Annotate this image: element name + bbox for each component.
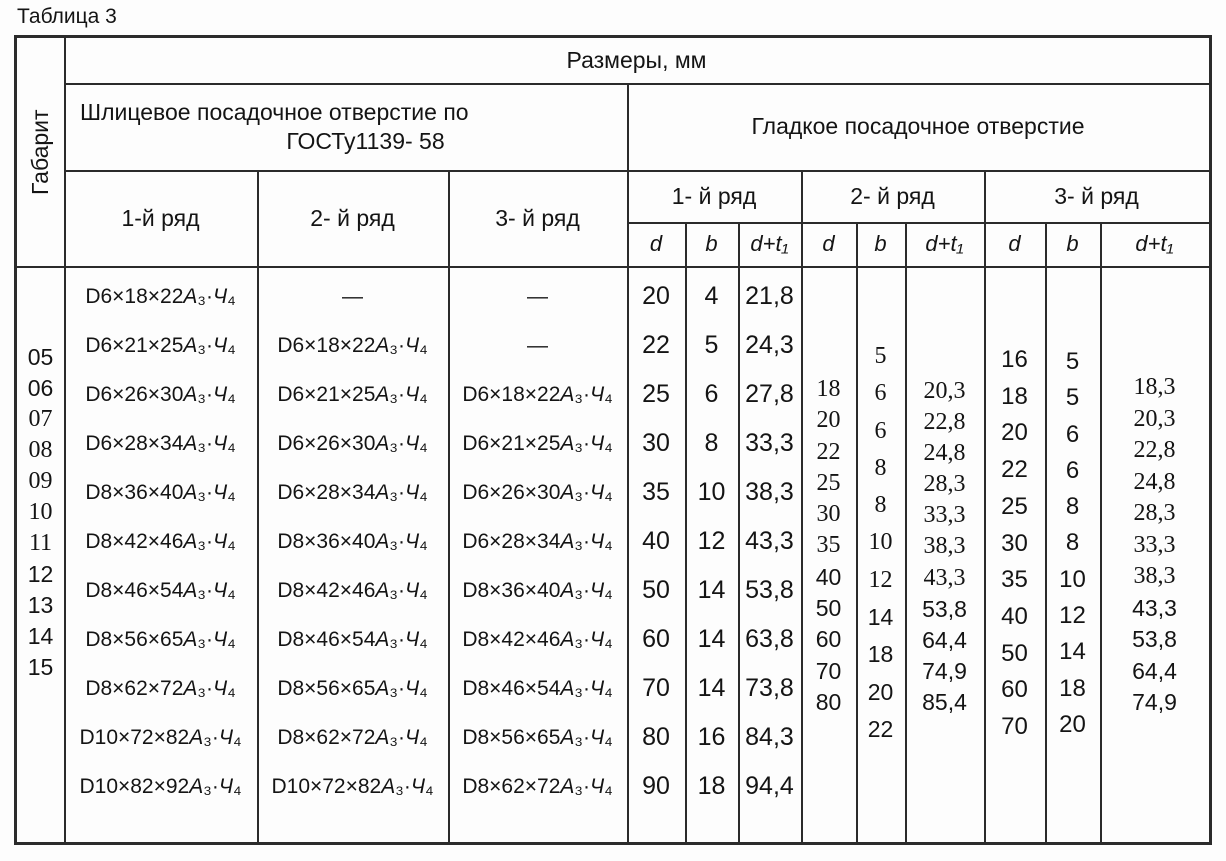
cell-value: 22 [642,331,670,359]
cell-value: 60 [1001,676,1028,704]
subheader-d-2: d [822,231,835,257]
cell-value: 38,3 [1133,563,1176,589]
cell-value: 14 [867,604,894,631]
cell-value: 13 [27,592,54,618]
spline-row1-values [64,268,257,842]
cell-value: 24,8 [923,440,966,467]
cell-value: 64,4 [1132,657,1177,684]
cell-value: 5 [874,343,887,369]
cell-value: D8×36×40A₃·Ч₄ [277,530,428,553]
cell-value: 5 [1065,384,1080,412]
cell-value: 8 [874,454,887,481]
cell-value: 22 [867,715,894,742]
cell-value: 74,9 [922,657,967,684]
spline-row2-values [257,268,448,842]
cell-value: 53,8 [922,595,967,622]
cell-value: 84,3 [745,723,794,751]
cell-value: 6 [874,417,887,444]
cell-value: 08 [28,437,53,463]
cell-value: 73,8 [745,674,794,702]
subheader-b-1: b [705,231,718,257]
cell-value: D8×46×54A₃·Ч₄ [462,677,613,700]
smooth-row1-dt1-values [738,268,801,842]
cell-value: 35 [816,532,841,559]
smooth-row-header-3: 3- й ряд [1054,182,1139,209]
cell-value: 33,3 [745,429,794,457]
cell-value: 20,3 [923,378,966,404]
cell-value: 30 [642,429,670,457]
cell-value: D6×21×25A₃·Ч₄ [85,334,236,357]
cell-value: 25 [1001,492,1028,520]
smooth-hole-header: Гладкое посадочное отверстие [751,113,1085,140]
cell-value: 10 [1059,565,1086,593]
spline-row-header-2: 2- й ряд [310,204,395,231]
cell-value: D6×18×22A₃·Ч₄ [462,383,613,406]
cell-value: 63,8 [745,625,794,653]
spline-row3-values [448,268,627,842]
cell-value: 10 [28,499,53,525]
cell-value: D6×21×25A₃·Ч₄ [462,432,613,455]
smooth-row-header-2: 2- й ряд [850,182,935,209]
cell-value: 20 [816,407,841,434]
cell-value: 18 [697,772,726,800]
smooth-row3-d-values [984,268,1045,842]
cell-value: 16 [697,723,726,751]
cell-value: 64,4 [922,626,967,653]
cell-value: 80 [642,723,670,751]
cell-value: 50 [815,595,842,622]
cell-value: 22,8 [923,409,966,436]
cell-value: 18 [1001,382,1028,410]
cell-value: D10×82×92A₃·Ч₄ [79,775,242,798]
subheader-dt1-1: d+t₁ [750,231,789,257]
cell-value: 15 [27,654,54,680]
cell-value: D6×18×22A₃·Ч₄ [85,285,236,308]
subheader-dt1-3: d+t₁ [1135,231,1174,257]
cell-value: 14 [697,674,726,702]
cell-value: 35 [1001,566,1028,594]
cell-value: 40 [642,527,670,555]
cell-value: 22,8 [1133,437,1176,463]
cell-value: D6×26×30A₃·Ч₄ [85,383,236,406]
smooth-row2-dt1-values [905,268,984,842]
table-title: Таблица 3 [17,5,117,28]
cell-value: 20 [1059,710,1086,738]
cell-value: 14 [697,625,726,653]
cell-value: D6×26×30A₃·Ч₄ [462,481,613,504]
cell-value: 6 [704,380,719,408]
cell-value: D8×42×46A₃·Ч₄ [462,628,613,651]
cell-value: 53,8 [745,576,794,604]
cell-value: 22 [816,438,841,465]
cell-value: 10 [868,529,893,556]
cell-value: 8 [874,492,887,519]
cell-value: 5 [704,331,719,359]
subheader-b-3: b [1066,231,1079,257]
smooth-row1-b-values [685,268,738,842]
cell-value: 5 [1065,348,1080,375]
cell-value: 27,8 [745,380,794,408]
cell-value: 40 [1001,602,1028,630]
cell-value: 70 [642,674,670,702]
smooth-row3-dt1-values [1100,268,1209,842]
cell-value: 90 [642,772,670,800]
cell-value: 4 [704,282,719,310]
cell-value: 28,3 [1133,500,1176,526]
smooth-row2-d-values [801,268,856,842]
cell-value: D6×28×34A₃·Ч₄ [85,432,236,455]
cell-value: 50 [642,576,670,604]
cell-value: 12 [27,561,54,587]
cell-value: D8×62×72A₃·Ч₄ [462,775,613,798]
cell-value: 18 [816,376,841,402]
cell-value: 25 [816,469,841,496]
subheader-b-2: b [874,231,887,257]
cell-value: 18 [1059,674,1086,702]
subheader-dt1-2: d+t₁ [925,231,964,257]
cell-value: 18,3 [1133,374,1176,400]
cell-value: 20,3 [1133,405,1176,432]
cell-value: 33,3 [923,502,966,529]
spline-hole-header-line1: Шлицевое посадочное отверстие по [80,98,469,125]
spline-row-header-1: 1-й ряд [121,204,200,231]
cell-value: 07 [28,406,53,432]
cell-value: D8×46×54A₃·Ч₄ [277,628,428,651]
cell-value: 43,3 [1132,594,1177,621]
cell-value: 40 [815,563,842,590]
cell-value: 33,3 [1133,531,1176,558]
sizes-header: Размеры, мм [566,47,707,74]
subheader-d-3: d [1008,231,1021,257]
table [14,35,1212,845]
cell-value: D8×42×46A₃·Ч₄ [277,579,428,602]
cell-value: 12 [697,527,726,555]
cell-value: D6×21×25A₃·Ч₄ [277,383,428,406]
smooth-row2-b-values [856,268,905,842]
cell-value: D10×72×82A₃·Ч₄ [79,726,242,749]
cell-value: D6×28×34A₃·Ч₄ [277,481,428,504]
cell-value: 50 [1001,639,1028,667]
cell-value: D8×62×72A₃·Ч₄ [85,677,236,700]
cell-value: 12 [1059,602,1086,630]
cell-value: 43,3 [923,564,966,591]
cell-value: D6×28×34A₃·Ч₄ [462,530,613,553]
cell-value: D8×42×46A₃·Ч₄ [85,530,236,553]
cell-value: — [527,285,548,308]
cell-value: 38,3 [745,478,794,506]
spline-hole-header [64,83,627,170]
cell-value: D8×36×40A₃·Ч₄ [462,579,613,602]
cell-value: D10×72×82A₃·Ч₄ [271,775,434,798]
cell-value: 38,3 [923,533,966,560]
smooth-row-header-1: 1- й ряд [671,182,757,209]
cell-value: 20 [867,678,894,705]
cell-value: 22 [1001,456,1028,484]
subheader-d-1: d [649,231,663,257]
cell-value: 8 [704,429,719,457]
cell-value: D8×56×65A₃·Ч₄ [462,726,613,749]
cell-value: 14 [697,576,726,604]
cell-value: 06 [27,375,54,401]
cell-value: 30 [816,501,841,528]
cell-value: 28,3 [923,471,966,498]
cell-value: D8×46×54A₃·Ч₄ [85,579,236,602]
cell-value: 94,4 [745,772,794,800]
cell-value: D8×36×40A₃·Ч₄ [85,481,236,504]
cell-value: 21,8 [745,282,794,310]
spline-hole-header-line2: ГОСТу1139- 58 [286,127,445,154]
cell-value: — [342,285,363,308]
cell-value: 16 [1001,346,1028,373]
cell-value: 12 [868,566,893,593]
cell-value: 05 [27,344,54,370]
cell-value: 60 [815,626,842,653]
cell-value: 20 [642,282,670,310]
cell-value: 74,9 [1132,689,1177,715]
cell-value: 60 [642,625,670,653]
gabarit-values [17,268,64,842]
smooth-row1-d-values [627,268,685,842]
cell-value: 11 [28,530,53,556]
cell-value: 24,3 [745,331,794,359]
cell-value: D8×56×65A₃·Ч₄ [277,677,428,700]
cell-value: D8×62×72A₃·Ч₄ [277,726,428,749]
cell-value: 6 [1065,456,1080,484]
cell-value: 43,3 [745,527,794,555]
cell-value: 80 [815,688,842,715]
cell-value: 8 [1065,493,1080,521]
cell-value: D8×56×65A₃·Ч₄ [85,628,236,651]
cell-value: 6 [874,380,887,407]
cell-value: 25 [642,380,670,408]
cell-value: 30 [1001,529,1028,557]
cell-value: 85,4 [922,688,967,715]
cell-value: 8 [1065,529,1080,557]
cell-value: — [527,334,548,357]
cell-value: 20 [1001,419,1028,447]
cell-value: 14 [1059,638,1086,666]
cell-value: 53,8 [1132,626,1177,652]
spline-row-header-3: 3- й ряд [495,204,580,231]
cell-value: 10 [697,478,726,506]
cell-value: D6×26×30A₃·Ч₄ [277,432,428,455]
gabarit-header: Габарит [27,109,54,195]
cell-value: 18 [867,641,894,668]
smooth-row3-b-values [1045,268,1100,842]
cell-value: 6 [1065,420,1080,448]
cell-value: 14 [27,623,54,649]
cell-value: 24,8 [1133,468,1176,495]
cell-value: 35 [642,478,670,506]
cell-value: 70 [815,657,842,684]
cell-value: 70 [1001,713,1028,741]
cell-value: 09 [28,468,53,494]
cell-value: D6×18×22A₃·Ч₄ [277,334,428,357]
